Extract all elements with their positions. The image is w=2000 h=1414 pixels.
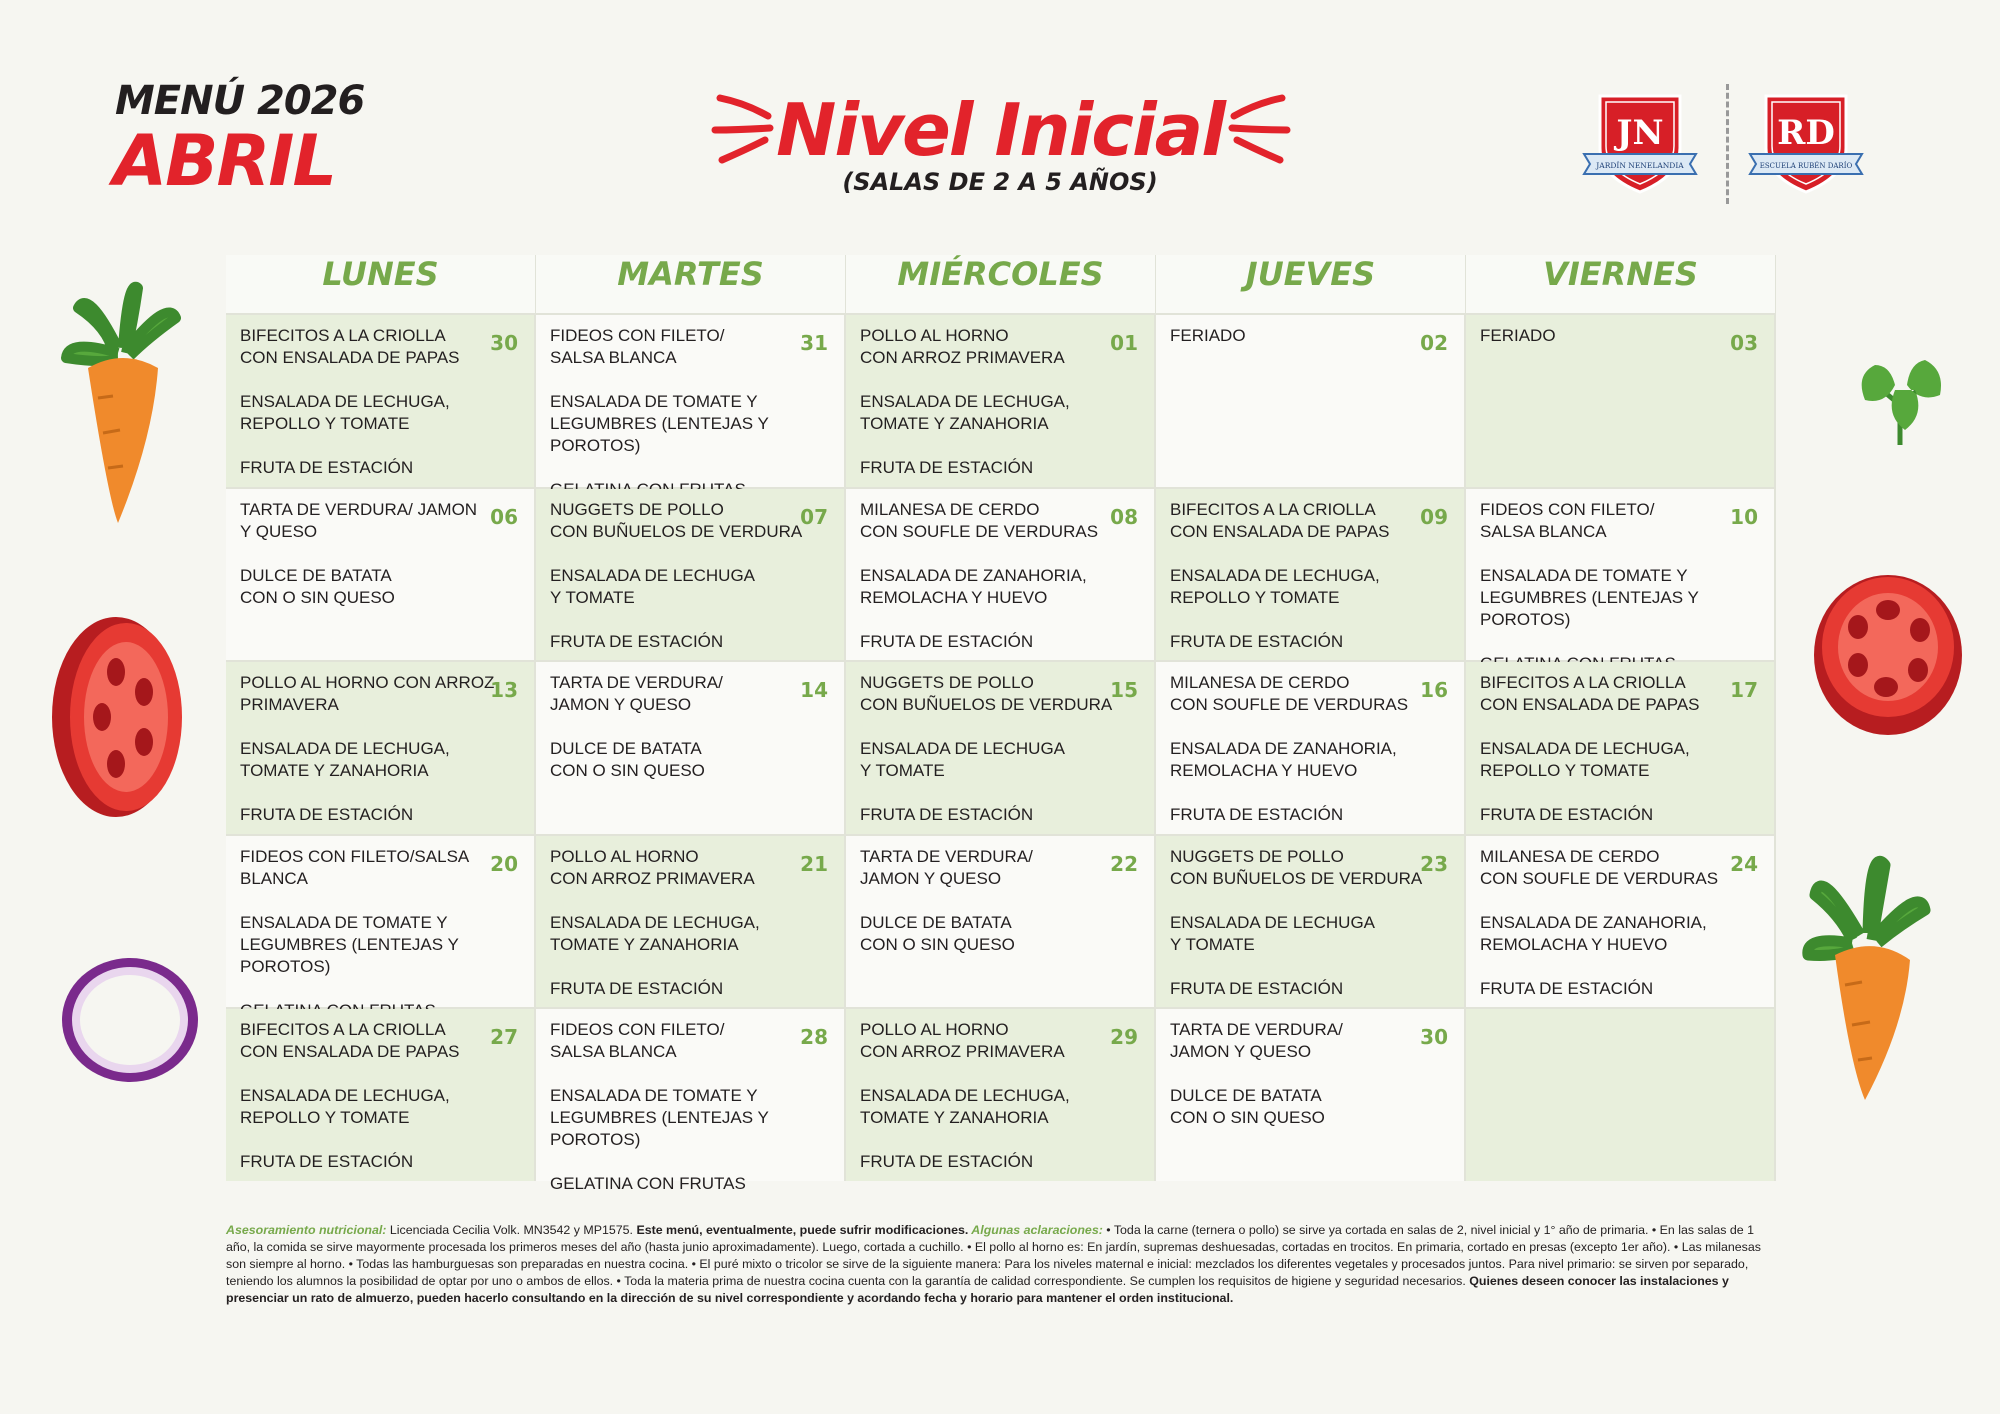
svg-text:RD: RD [1777, 113, 1835, 153]
menu-item: FIDEOS CON FILETO/ SALSA BLANCA [1480, 499, 1655, 541]
day-number: 09 [1420, 504, 1448, 529]
menu-item: ENSALADA DE LECHUGA, TOMATE Y ZANAHORIA [860, 392, 1070, 433]
menu-item: FRUTA DE ESTACIÓN [1480, 978, 1654, 998]
weekday-label: VIERNES [1466, 255, 1776, 313]
menu-item: FIDEOS CON FILETO/ SALSA BLANCA [550, 326, 725, 367]
day-number: 13 [490, 678, 518, 702]
day-cell [1156, 662, 1466, 834]
menu-item: ENSALADA DE ZANAHORIA, REMOLACHA Y HUEVO [1170, 739, 1397, 780]
menu-item: TARTA DE VERDURA/ JAMON Y QUESO [550, 673, 723, 714]
day-number: 02 [1420, 331, 1448, 355]
menu-item: TARTA DE VERDURA/ JAMON Y QUESO [1170, 1020, 1343, 1061]
jardin-nenelandia-logo [1580, 88, 1700, 198]
menu-item: FRUTA DE ESTACIÓN [860, 1152, 1034, 1171]
day-number: 14 [800, 678, 828, 702]
menu-item: BIFECITOS A LA CRIOLLA CON ENSALADA DE PAPAS [240, 1020, 460, 1061]
nutritionist-text: Licenciada Cecilia Volk. MN3542 y MP1575. [386, 1223, 637, 1237]
day-cell [846, 662, 1156, 834]
menu-item: MILANESA DE CERDO CON SOUFLE DE VERDURAS [1170, 673, 1409, 714]
week-row [226, 313, 1776, 487]
day-number: 28 [800, 1025, 828, 1049]
footer-notes [226, 1222, 1771, 1307]
menu-item: FERIADO [1170, 326, 1246, 345]
menu-item: ENSALADA DE TOMATE Y LEGUMBRES (LENTEJAS Y POROTOS) [550, 1086, 769, 1149]
day-number: 29 [1110, 1025, 1138, 1049]
menu-item: MILANESA DE CERDO CON SOUFLE DE VERDURAS [860, 499, 1099, 541]
day-cell [536, 489, 846, 661]
day-number: 21 [800, 851, 828, 876]
menu-item: POLLO AL HORNO CON ARROZ PRIMAVERA [860, 326, 1065, 367]
menu-item: BIFECITOS A LA CRIOLLA CON ENSALADA DE PAPAS [1480, 673, 1700, 714]
menu-item: ENSALADA DE TOMATE Y LEGUMBRES (LENTEJAS Y POROTOS) [550, 392, 769, 455]
menu-item: FRUTA DE ESTACIÓN [860, 458, 1034, 477]
day-cell [226, 662, 536, 834]
day-cell [226, 315, 536, 487]
day-cell [1466, 836, 1776, 1008]
day-number: 17 [1730, 678, 1758, 702]
menu-item: NUGGETS DE POLLO CON BUÑUELOS DE VERDURA [550, 499, 803, 541]
menu-item: ENSALADA DE TOMATE Y LEGUMBRES (LENTEJAS Y POROTOS) [1480, 565, 1699, 629]
menu-item: FRUTA DE ESTACIÓN [1170, 631, 1344, 651]
day-cell [226, 489, 536, 661]
menu-item: ENSALADA DE TOMATE Y LEGUMBRES (LENTEJAS Y POROTOS) [240, 912, 459, 976]
onion-ring-icon [55, 950, 205, 1090]
menu-calendar [226, 255, 1776, 1193]
menu-item: FIDEOS CON FILETO/SALSA BLANCA [240, 846, 470, 888]
menu-item: TARTA DE VERDURA/ JAMON Y QUESO [240, 499, 478, 541]
menu-item: FRUTA DE ESTACIÓN [860, 805, 1034, 824]
menu-item: ENSALADA DE LECHUGA, TOMATE Y ZANAHORIA [860, 1086, 1070, 1127]
tomato-slice-icon [1808, 565, 1968, 745]
menu-item: POLLO AL HORNO CON ARROZ PRIMAVERA [240, 673, 495, 714]
parsley-icon [1845, 345, 1955, 455]
day-cell [846, 315, 1156, 487]
menu-item: FRUTA DE ESTACIÓN [240, 458, 414, 477]
day-cell [846, 836, 1156, 1008]
weekday-header [226, 255, 1776, 313]
day-number: 07 [800, 504, 828, 529]
menu-item: ENSALADA DE LECHUGA, REPOLLO Y TOMATE [240, 392, 450, 433]
menu-item: FRUTA DE ESTACIÓN [240, 1152, 414, 1171]
nutrition-label: Asesoramiento nutricional: [226, 1223, 387, 1237]
menu-item: FRUTA DE ESTACIÓN [1170, 978, 1344, 998]
menu-item: ENSALADA DE LECHUGA, REPOLLO Y TOMATE [1170, 565, 1380, 607]
svg-text:JARDÍN NENELANDIA: JARDÍN NENELANDIA [1596, 161, 1684, 170]
day-number: 30 [490, 331, 518, 355]
day-cell [536, 1009, 846, 1193]
day-number: 30 [1420, 1025, 1448, 1049]
day-cell [1156, 836, 1466, 1008]
menu-item: FRUTA DE ESTACIÓN [550, 978, 724, 998]
carrot-icon [58, 268, 188, 528]
day-cell [1466, 315, 1776, 487]
menu-item: ENSALADA DE LECHUGA Y TOMATE [1170, 912, 1376, 954]
menu-item: FRUTA DE ESTACIÓN [240, 805, 414, 824]
week-row [226, 487, 1776, 661]
menu-item: DULCE DE BATATA CON O SIN QUESO [550, 739, 705, 780]
day-number: 20 [490, 851, 518, 876]
menu-item: NUGGETS DE POLLO CON BUÑUELOS DE VERDURA [860, 673, 1113, 714]
menu-item: DULCE DE BATATA CON O SIN QUESO [860, 912, 1015, 954]
day-cell [536, 662, 846, 834]
weekday-label: MARTES [536, 255, 846, 313]
notes-label: Algunas aclaraciones: [968, 1223, 1103, 1237]
menu-item: ENSALADA DE ZANAHORIA, REMOLACHA Y HUEVO [1480, 912, 1707, 954]
svg-text:ESCUELA RUBÉN DARÍO: ESCUELA RUBÉN DARÍO [1759, 162, 1853, 170]
day-cell [1156, 1009, 1466, 1181]
weekday-label: MIÉRCOLES [846, 255, 1156, 313]
month-title: ABRIL [113, 120, 336, 202]
menu-item: DULCE DE BATATA CON O SIN QUESO [1170, 1086, 1325, 1127]
weekday-label: JUEVES [1156, 255, 1466, 313]
menu-item: NUGGETS DE POLLO CON BUÑUELOS DE VERDURA [1170, 846, 1423, 888]
menu-item: FRUTA DE ESTACIÓN [1170, 805, 1344, 824]
menu-item: ENSALADA DE LECHUGA, REPOLLO Y TOMATE [240, 1086, 450, 1127]
escuela-ruben-dario-logo [1746, 88, 1866, 198]
weekday-label: LUNES [226, 255, 536, 313]
modifications-notice: Este menú, eventualmente, puede sufrir modificaciones. [636, 1223, 969, 1237]
day-cell [536, 315, 846, 487]
day-number: 06 [490, 504, 518, 529]
week-row [226, 660, 1776, 834]
day-number: 27 [490, 1025, 518, 1049]
menu-item: FRUTA DE ESTACIÓN [860, 631, 1034, 651]
day-cell [1466, 489, 1776, 661]
menu-item: ENSALADA DE LECHUGA, TOMATE Y ZANAHORIA [550, 912, 760, 954]
logo-divider [1726, 84, 1729, 204]
menu-item: TARTA DE VERDURA/ JAMON Y QUESO [860, 846, 1033, 888]
page-subtitle: (SALAS DE 2 A 5 AÑOS) [842, 168, 1158, 196]
week-row [226, 834, 1776, 1008]
carrot-icon [1790, 825, 1940, 1105]
day-cell [846, 1009, 1156, 1181]
day-number: 22 [1110, 851, 1138, 876]
menu-year-label: MENÚ 2026 [115, 78, 365, 124]
menu-item: ENSALADA DE LECHUGA, REPOLLO Y TOMATE [1480, 739, 1690, 780]
menu-item: ENSALADA DE LECHUGA Y TOMATE [860, 739, 1066, 780]
menu-item: BIFECITOS A LA CRIOLLA CON ENSALADA DE PAPAS [240, 326, 460, 367]
visit-notice: Quienes deseen conocer las instalaciones y presenciar un rato de almuerzo, pueden hacerlo consultando en la dirección de su nivel correspondiente y acordando fecha y horario para mantener el orden institucional. [226, 1274, 1729, 1305]
day-number: 01 [1110, 331, 1138, 355]
menu-item: BIFECITOS A LA CRIOLLA CON ENSALADA DE PAPAS [1170, 499, 1390, 541]
menu-item: DULCE DE BATATA CON O SIN QUESO [240, 565, 395, 607]
menu-item: MILANESA DE CERDO CON SOUFLE DE VERDURAS [1480, 846, 1719, 888]
day-cell [1156, 489, 1466, 661]
day-number: 24 [1730, 851, 1758, 876]
day-number: 10 [1730, 504, 1758, 529]
day-cell [846, 489, 1156, 661]
day-number: 31 [800, 331, 828, 355]
page-title: Nivel Inicial [776, 88, 1224, 172]
menu-item: FIDEOS CON FILETO/ SALSA BLANCA [550, 1020, 725, 1061]
day-cell [1466, 662, 1776, 834]
menu-item: POLLO AL HORNO CON ARROZ PRIMAVERA [860, 1020, 1065, 1061]
menu-item: FRUTA DE ESTACIÓN [550, 631, 724, 651]
day-number: 03 [1730, 331, 1758, 355]
svg-text:JN: JN [1616, 113, 1664, 153]
day-number: 15 [1110, 678, 1138, 702]
day-number: 08 [1110, 504, 1138, 529]
menu-item: GELATINA CON FRUTAS [550, 1174, 746, 1193]
menu-item: ENSALADA DE ZANAHORIA, REMOLACHA Y HUEVO [860, 565, 1087, 607]
day-cell [1466, 1009, 1776, 1181]
menu-item: FERIADO [1480, 326, 1556, 345]
day-cell [1156, 315, 1466, 487]
tomato-slice-icon [36, 612, 186, 822]
day-number: 16 [1420, 678, 1448, 702]
menu-item: ENSALADA DE LECHUGA Y TOMATE [550, 565, 756, 607]
menu-item: FRUTA DE ESTACIÓN [1480, 805, 1654, 824]
day-cell [226, 836, 536, 1008]
day-number: 23 [1420, 851, 1448, 876]
menu-item: ENSALADA DE LECHUGA, TOMATE Y ZANAHORIA [240, 739, 450, 780]
day-cell [536, 836, 846, 1008]
notes-text: • Toda la carne (ternera o pollo) se sirve ya cortada en salas de 2, nivel inicial y 1° año de primaria. • En las salas de 1 año, la comida se sirve mayormente procesada los primeros meses del año (hasta junio aproximadamente). Luego, cortada a cuchillo. • El pollo al horno es: En jardín, supremas deshuesadas, cortadas en trocitos. En primaria, cortado en presas (excepto 1er año). • Las milanesas son siempre al horno. • Todas las hamburguesas son preparadas en nuestra cocina. • El puré mixto o tricolor se sirve de la siguiente manera: Para los niveles maternal e inicial: mezclados los diferentes vegetales y procesados juntos. Para nivel primario: se sirven por separado, teniendo los alumnos la posibilidad de optar por uno o ambos de ellos. • Toda la materia prima de nuestra cocina cuenta con la garantía de calidad correspondiente. Se cumplen los requisitos de higiene y seguridad necesarios. [226, 1223, 1761, 1288]
day-cell [226, 1009, 536, 1181]
menu-item: POLLO AL HORNO CON ARROZ PRIMAVERA [550, 846, 755, 888]
week-row [226, 1007, 1776, 1193]
